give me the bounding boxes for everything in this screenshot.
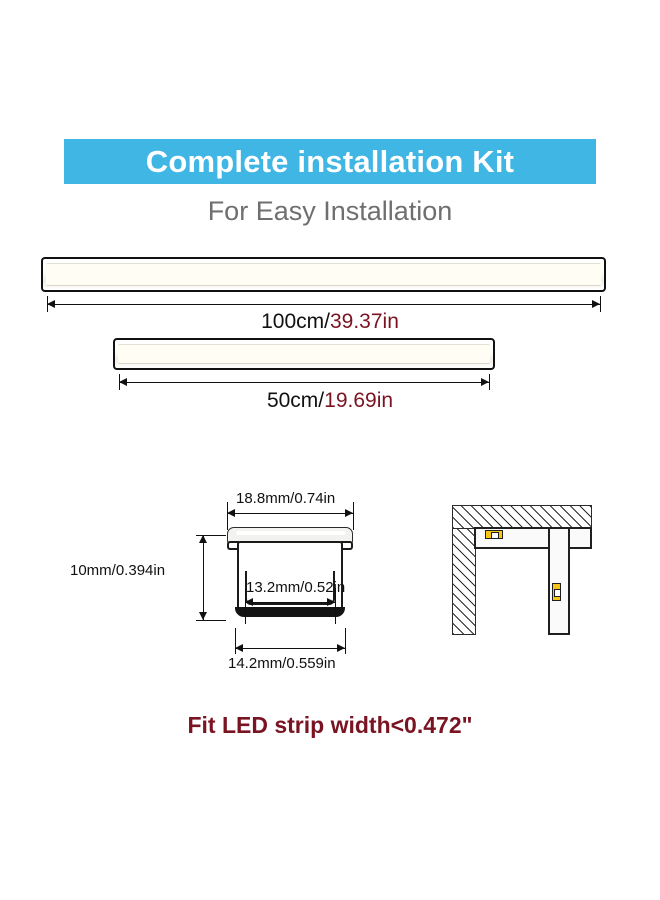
- dim-line-100: [47, 304, 600, 305]
- wall-hatch-top: [452, 505, 592, 529]
- dim-label-50: [0, 389, 660, 413]
- dim-line-innerwidth: [245, 602, 335, 603]
- dim-arrow-left-50: [119, 378, 127, 386]
- dim-label-innerwidth: 13.2mm/0.52in: [246, 579, 346, 596]
- dim-line-topwidth: [227, 513, 353, 514]
- dim-line-basewidth: [235, 648, 345, 649]
- banner-title: Complete installation Kit: [145, 143, 515, 179]
- corner-mount-illustration: [452, 505, 592, 635]
- dim-line-50: [119, 382, 489, 383]
- dim-label-height: 10mm/0.394in: [70, 562, 166, 579]
- dim-arrow-left-basewidth: [235, 644, 243, 652]
- mounting-clip-side-detail: [554, 589, 561, 597]
- dim-arrow-right-topwidth: [345, 509, 353, 517]
- dim-line-height: [203, 535, 204, 620]
- dim-arrow-down-height: [199, 612, 207, 620]
- mounting-clip-top-detail: [491, 532, 499, 539]
- dim-arrow-right-innerwidth: [327, 598, 335, 606]
- diffuser-highlight: [236, 531, 346, 535]
- dim-label-100: [0, 310, 660, 334]
- dim-tick-right-basewidth: [345, 628, 346, 654]
- dim-tick-right-topwidth: [353, 502, 354, 530]
- dim-arrow-left-innerwidth: [245, 598, 253, 606]
- dim-arrow-right-50: [481, 378, 489, 386]
- dim-label-50-metric: 50cm/: [266, 389, 325, 412]
- channel-bar-100cm: [41, 257, 606, 292]
- wall-surface: [548, 527, 570, 635]
- dim-tick-right-50: [489, 374, 490, 390]
- wall-hatch-side: [452, 529, 476, 635]
- dim-arrow-left-topwidth: [227, 509, 235, 517]
- dim-label-100-metric: 100cm/: [261, 310, 330, 333]
- channel-bar-50cm: [113, 338, 495, 370]
- dim-arrow-right-basewidth: [337, 644, 345, 652]
- banner: [64, 139, 596, 184]
- dim-label-basewidth: 14.2mm/0.559in: [228, 655, 336, 672]
- dim-arrow-up-height: [199, 535, 207, 543]
- dim-arrow-left-100: [47, 300, 55, 308]
- channel-bar-50cm-diffuser: [118, 344, 490, 364]
- channel-bar-100cm-diffuser: [46, 263, 601, 286]
- banner-subtitle: For Easy Installation: [207, 196, 453, 226]
- dim-label-100-imperial: 39.37in: [329, 310, 399, 333]
- fit-note: Fit LED strip width<0.472": [187, 712, 473, 738]
- dim-label-50-imperial: 19.69in: [324, 389, 394, 412]
- dim-arrow-right-100: [592, 300, 600, 308]
- dim-label-topwidth: 18.8mm/0.74in: [236, 490, 336, 507]
- body-base: [235, 607, 345, 617]
